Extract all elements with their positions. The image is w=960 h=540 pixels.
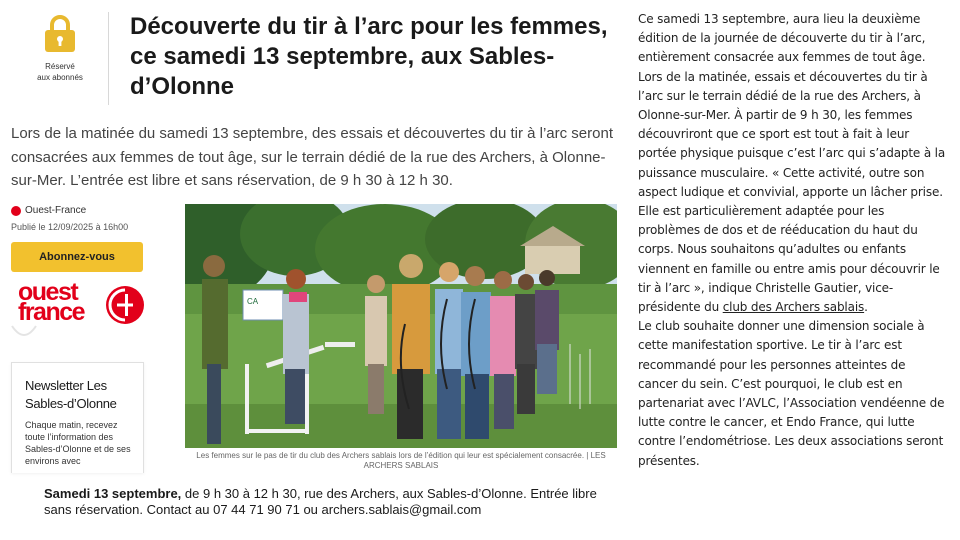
- source-row: [11, 205, 86, 216]
- body-paragraph-1-end: .: [864, 300, 868, 315]
- event-info: [44, 486, 614, 517]
- body-paragraph-1-text: Ce samedi 13 septembre, aura lieu la deuxième édition de la journée de découverte du tir à l’arc, entièrement consacrée aux femmes de tout âge. Lors de la matinée, essais et découvertes du tir à l’arc sur le terrain dédié de la rue des Archers, à Olonne-sur-Mer. À partir de 9 h 30, les femmes découvriront que ce sport est tout à fait à leur portée physique puisque c’est l’arc qui s’adapte à la puissance musculaire. « Cette activité, outre son aspect ludique et convivial, apporte un lâcher prise. Elle est particulièrement adaptée pour les problèmes de dos et de rééducation du haut du corps. Nous souhaitons qu’adultes ou enfants viennent en famille ou entre amis pour découvrir le tir à l’arc », indique Christelle Gautier, vice-présidente du: [638, 12, 946, 315]
- body-paragraph-2: Le club souhaite donner une dimension sociale à cette manifestation sportive. Le tir à l’arc est recommandé pour les personnes atteintes de cancer du sein. C’est pourquoi, le club est en partenariat avec l’AVLC, l’Association vendéenne de lutte contre le cancer, et Endo France, qui lutte contre l’endométriose. Les deux associations seront présentes.: [638, 319, 945, 468]
- newsletter-title: Newsletter Les Sables-d’Olonne: [25, 378, 117, 411]
- badge-label-line1: Réservé: [45, 62, 75, 71]
- newsletter-description: Chaque matin, recevez toute l’information des Sables-d’Olonne et de ses environs avec: [25, 420, 131, 466]
- lock-icon: [36, 14, 84, 59]
- article-photo[interactable]: [185, 204, 617, 448]
- scroll-hint-icon: [11, 322, 37, 340]
- club-archers-link[interactable]: club des Archers sablais: [722, 300, 865, 315]
- publish-date: Publié le 12/09/2025 à 16h00: [11, 222, 129, 232]
- event-details: de 9 h 30 à 12 h 30, rue des Archers, aux Sables-d’Olonne. Entrée libre sans réservation. Contact au 07 44 71 90 71 ou archers.sablais@gmail.com: [44, 486, 597, 517]
- photo-banner-text: CA: [247, 297, 259, 306]
- body-paragraph-1: [638, 10, 948, 317]
- event-date: Samedi 13 septembre,: [44, 486, 182, 501]
- badge-label-line2: aux abonnés: [37, 73, 83, 82]
- photo-caption: Les femmes sur le pas de tir du club des Archers sablais lors de l’édition qui leur est spécialement consacrée. | LES ARCHERS SABLAIS: [196, 451, 606, 470]
- logo-line1: ouest: [18, 278, 78, 306]
- subscribe-button[interactable]: Abonnez-vous: [11, 242, 143, 272]
- logo-line2: france: [18, 298, 85, 326]
- article-headline: Découverte du tir à l’arc pour les femmes, ce samedi 13 septembre, aux Sables-d’Olonne: [130, 13, 608, 100]
- ouest-france-icon: [11, 206, 21, 216]
- header-divider: [108, 12, 109, 105]
- logo-mark-icon: [106, 286, 144, 324]
- article-lead: Lors de la matinée du samedi 13 septembre, des essais et découvertes du tir à l’arc seront consacrées aux femmes de tout âge, sur le terrain dédié de la rue des Archers, à Olonne-sur-Mer. L’entrée est libre et sans réservation, de 9 h 30 à 12 h 30.: [11, 125, 613, 189]
- article-body: [638, 10, 948, 471]
- newsletter-card[interactable]: [11, 362, 144, 473]
- source-name[interactable]: Ouest-France: [25, 205, 87, 216]
- subscriber-badge: [24, 61, 96, 83]
